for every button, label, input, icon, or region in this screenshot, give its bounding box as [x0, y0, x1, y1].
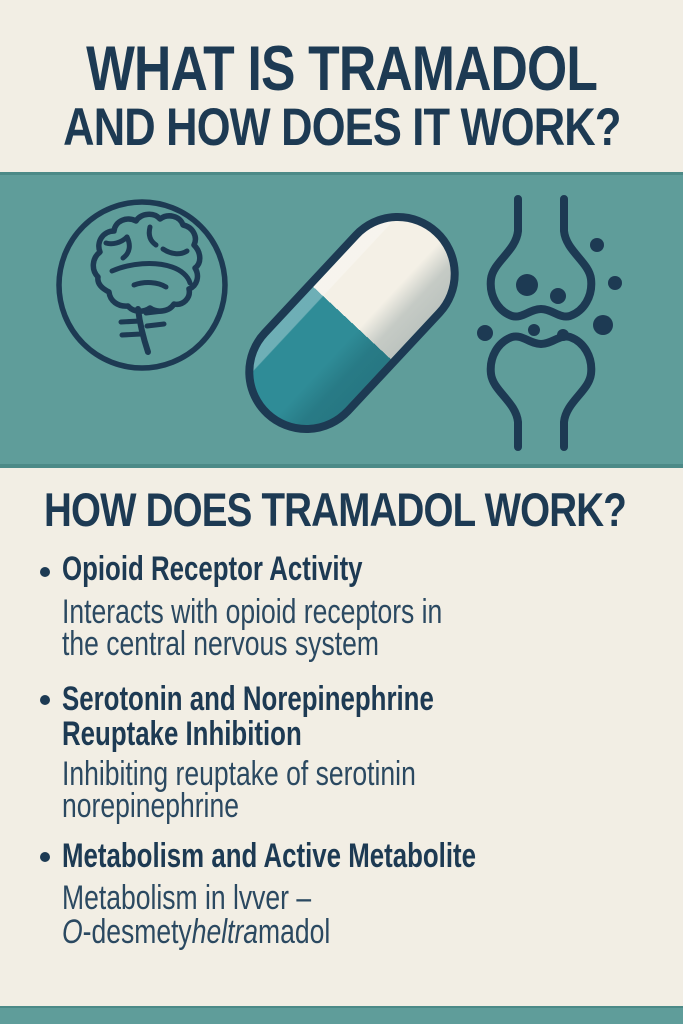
- bullet-title: [62, 717, 377, 751]
- page-title-line1-text: WHAT IS TRAMADOL: [85, 34, 598, 104]
- brain-icon: [59, 202, 225, 368]
- bullet-body-rich-text: [62, 915, 330, 949]
- hero-band: [0, 172, 683, 468]
- rich-seg-italic: O: [62, 913, 83, 951]
- page-title-line1: [0, 34, 683, 104]
- bullet-body-line: [62, 881, 381, 915]
- bullet-body-line: [62, 627, 468, 661]
- bullet-body-line: [62, 789, 289, 823]
- bullet-title-text: Serotonin and Norepinephrine: [62, 680, 434, 718]
- bullet-marker: [40, 567, 50, 577]
- bullet-title-text: Opioid Receptor Activity: [62, 550, 363, 588]
- section-heading-text: HOW DOES TRAMADOL WORK?: [44, 483, 627, 536]
- rich-seg-regular: -desmety: [82, 913, 192, 951]
- synapse-icon: [477, 199, 622, 447]
- bullet-body-text: the central nervous system: [62, 625, 379, 663]
- rich-seg-regular: madol: [258, 913, 331, 951]
- bullet-title: [62, 839, 607, 873]
- rich-seg-italic: heltra: [191, 913, 259, 951]
- bullet-body-line: [62, 595, 550, 629]
- bullet-body-text: Inhibiting reuptake of serotinin: [62, 755, 416, 793]
- bullet-body-text: Metabolism in lvver –: [62, 879, 312, 917]
- bullet-body-text: Interacts with opioid receptors in: [62, 593, 443, 631]
- bullet-body-line: [62, 757, 516, 791]
- bullet-body-text: norepinephrine: [62, 787, 239, 825]
- bullet-marker: [40, 852, 50, 862]
- bullet-marker: [40, 695, 50, 705]
- page-title-line2-text: AND HOW DOES IT WORK?: [62, 98, 621, 157]
- page-title-line2: [0, 98, 683, 157]
- bullet-body-line: [62, 915, 406, 949]
- bullet-title-text: Reuptake Inhibition: [62, 715, 302, 753]
- footer-band: [0, 1006, 683, 1024]
- bullet-title: [62, 682, 551, 716]
- bullet-title-text: Metabolism and Active Metabolite: [62, 837, 476, 875]
- bullet-title: [62, 552, 457, 586]
- section-heading: [44, 483, 683, 536]
